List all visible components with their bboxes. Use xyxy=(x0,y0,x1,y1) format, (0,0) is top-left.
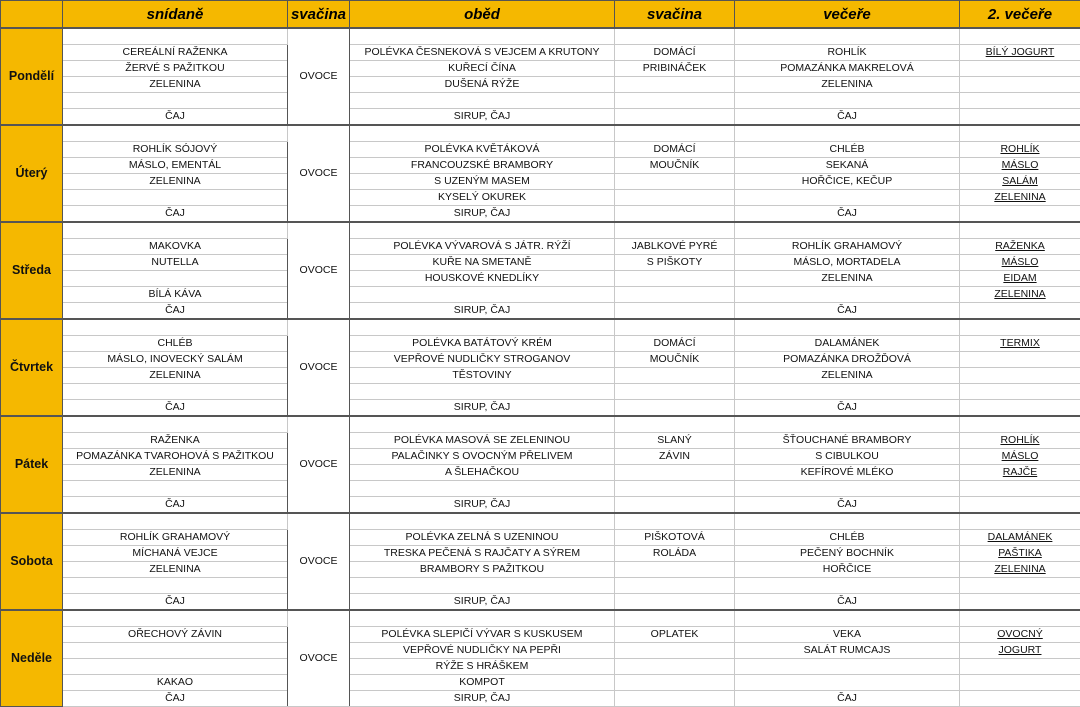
day-row xyxy=(1,93,1080,109)
dinner-cell xyxy=(735,287,960,303)
dinner-cell: HOŘČICE xyxy=(735,562,960,578)
dinner-cell: SEKANÁ xyxy=(735,158,960,174)
dinner-cell: KEFÍROVÉ MLÉKO xyxy=(735,465,960,481)
day-row xyxy=(1,206,1080,223)
day-name-cell: Čtvrtek xyxy=(1,319,63,416)
day-row xyxy=(1,610,1080,627)
second-dinner-cell xyxy=(960,368,1080,384)
afternoon-snack-cell xyxy=(615,659,735,675)
day-row xyxy=(1,336,1080,352)
breakfast-cell xyxy=(63,578,288,594)
lunch-cell: TRESKA PEČENÁ S RAJČATY A SÝREM xyxy=(350,546,615,562)
dinner-cell: ZELENINA xyxy=(735,271,960,287)
morning-snack-cell: OVOCE xyxy=(288,125,350,222)
lunch-cell: TĚSTOVINY xyxy=(350,368,615,384)
day-row xyxy=(1,433,1080,449)
menu-body xyxy=(1,28,1080,707)
second-dinner-cell: EIDAM xyxy=(960,271,1080,287)
breakfast-cell xyxy=(63,416,288,433)
dinner-cell xyxy=(735,319,960,336)
header-dinner: večeře xyxy=(735,1,960,29)
breakfast-cell: MÍCHANÁ VEJCE xyxy=(63,546,288,562)
lunch-cell: A ŠLEHAČKOU xyxy=(350,465,615,481)
breakfast-cell xyxy=(63,610,288,627)
second-dinner-cell xyxy=(960,659,1080,675)
breakfast-cell: KAKAO xyxy=(63,675,288,691)
day-row xyxy=(1,675,1080,691)
second-dinner-cell xyxy=(960,594,1080,611)
day-name-cell: Pátek xyxy=(1,416,63,513)
breakfast-cell: ČAJ xyxy=(63,109,288,126)
dinner-cell xyxy=(735,93,960,109)
lunch-cell: KOMPOT xyxy=(350,675,615,691)
dinner-cell xyxy=(735,675,960,691)
second-dinner-cell: BÍLÝ JOGURT xyxy=(960,45,1080,61)
afternoon-snack-cell xyxy=(615,513,735,530)
breakfast-cell: ZELENINA xyxy=(63,174,288,190)
header-corner-cell xyxy=(1,1,63,29)
day-row xyxy=(1,449,1080,465)
second-dinner-cell xyxy=(960,416,1080,433)
breakfast-cell xyxy=(63,319,288,336)
dinner-cell: VEKA xyxy=(735,627,960,643)
dinner-cell: ZELENINA xyxy=(735,368,960,384)
header-lunch: oběd xyxy=(350,1,615,29)
day-row xyxy=(1,594,1080,611)
day-row xyxy=(1,691,1080,707)
day-name-cell: Úterý xyxy=(1,125,63,222)
day-row xyxy=(1,61,1080,77)
afternoon-snack-cell xyxy=(615,190,735,206)
afternoon-snack-cell: PIŠKOTOVÁ xyxy=(615,530,735,546)
second-dinner-cell xyxy=(960,400,1080,417)
dinner-cell xyxy=(735,610,960,627)
dinner-cell: ČAJ xyxy=(735,206,960,223)
lunch-cell: SIRUP, ČAJ xyxy=(350,400,615,417)
lunch-cell: POLÉVKA SLEPIČÍ VÝVAR S KUSKUSEM xyxy=(350,627,615,643)
afternoon-snack-cell xyxy=(615,384,735,400)
breakfast-cell: ČAJ xyxy=(63,206,288,223)
second-dinner-cell xyxy=(960,93,1080,109)
lunch-cell: DUŠENÁ RÝŽE xyxy=(350,77,615,93)
second-dinner-cell: OVOCNÝ xyxy=(960,627,1080,643)
afternoon-snack-cell xyxy=(615,109,735,126)
lunch-cell: PALAČINKY S OVOCNÝM PŘELIVEM xyxy=(350,449,615,465)
second-dinner-cell: RAJČE xyxy=(960,465,1080,481)
second-dinner-cell: SALÁM xyxy=(960,174,1080,190)
second-dinner-cell: ZELENINA xyxy=(960,190,1080,206)
afternoon-snack-cell: PRIBINÁČEK xyxy=(615,61,735,77)
header-row xyxy=(1,1,1080,29)
dinner-cell xyxy=(735,190,960,206)
lunch-cell xyxy=(350,481,615,497)
second-dinner-cell xyxy=(960,109,1080,126)
breakfast-cell: ČAJ xyxy=(63,303,288,320)
breakfast-cell: ČAJ xyxy=(63,497,288,514)
afternoon-snack-cell: ZÁVIN xyxy=(615,449,735,465)
second-dinner-cell xyxy=(960,352,1080,368)
day-row xyxy=(1,546,1080,562)
breakfast-cell: ZELENINA xyxy=(63,465,288,481)
afternoon-snack-cell xyxy=(615,610,735,627)
breakfast-cell xyxy=(63,659,288,675)
dinner-cell: MÁSLO, MORTADELA xyxy=(735,255,960,271)
day-row xyxy=(1,530,1080,546)
lunch-cell: KUŘE NA SMETANĚ xyxy=(350,255,615,271)
dinner-cell: ROHLÍK GRAHAMOVÝ xyxy=(735,239,960,255)
lunch-cell xyxy=(350,125,615,142)
afternoon-snack-cell: DOMÁCÍ xyxy=(615,142,735,158)
lunch-cell xyxy=(350,610,615,627)
dinner-cell: CHLÉB xyxy=(735,142,960,158)
afternoon-snack-cell xyxy=(615,28,735,45)
morning-snack-cell: OVOCE xyxy=(288,416,350,513)
dinner-cell: ČAJ xyxy=(735,691,960,707)
day-name-cell: Středa xyxy=(1,222,63,319)
afternoon-snack-cell xyxy=(615,93,735,109)
dinner-cell xyxy=(735,125,960,142)
dinner-cell: CHLÉB xyxy=(735,530,960,546)
lunch-cell: SIRUP, ČAJ xyxy=(350,497,615,514)
dinner-cell: POMAZÁNKA DROŽĎOVÁ xyxy=(735,352,960,368)
afternoon-snack-cell: DOMÁCÍ xyxy=(615,45,735,61)
dinner-cell xyxy=(735,416,960,433)
second-dinner-cell xyxy=(960,61,1080,77)
afternoon-snack-cell xyxy=(615,416,735,433)
morning-snack-cell: OVOCE xyxy=(288,610,350,707)
afternoon-snack-cell xyxy=(615,125,735,142)
day-row xyxy=(1,158,1080,174)
lunch-cell xyxy=(350,93,615,109)
dinner-cell: S CIBULKOU xyxy=(735,449,960,465)
day-row xyxy=(1,416,1080,433)
lunch-cell: SIRUP, ČAJ xyxy=(350,594,615,611)
breakfast-cell xyxy=(63,93,288,109)
dinner-cell: SALÁT RUMCAJS xyxy=(735,643,960,659)
day-row xyxy=(1,303,1080,320)
day-row xyxy=(1,659,1080,675)
afternoon-snack-cell: MOUČNÍK xyxy=(615,158,735,174)
header-second-dinner: 2. večeře xyxy=(960,1,1080,29)
day-row xyxy=(1,255,1080,271)
day-row xyxy=(1,384,1080,400)
header-afternoon-snack: svačina xyxy=(615,1,735,29)
morning-snack-cell: OVOCE xyxy=(288,319,350,416)
afternoon-snack-cell xyxy=(615,174,735,190)
afternoon-snack-cell xyxy=(615,222,735,239)
day-row xyxy=(1,77,1080,93)
breakfast-cell: MÁSLO, INOVECKÝ SALÁM xyxy=(63,352,288,368)
dinner-cell: HOŘČICE, KEČUP xyxy=(735,174,960,190)
dinner-cell xyxy=(735,481,960,497)
second-dinner-cell xyxy=(960,675,1080,691)
second-dinner-cell xyxy=(960,206,1080,223)
afternoon-snack-cell xyxy=(615,77,735,93)
breakfast-cell: ZELENINA xyxy=(63,368,288,384)
afternoon-snack-cell: ROLÁDA xyxy=(615,546,735,562)
day-row xyxy=(1,125,1080,142)
breakfast-cell: ROHLÍK GRAHAMOVÝ xyxy=(63,530,288,546)
lunch-cell: POLÉVKA KVĚTÁKOVÁ xyxy=(350,142,615,158)
afternoon-snack-cell xyxy=(615,465,735,481)
afternoon-snack-cell xyxy=(615,497,735,514)
second-dinner-cell xyxy=(960,28,1080,45)
breakfast-cell xyxy=(63,513,288,530)
afternoon-snack-cell: S PIŠKOTY xyxy=(615,255,735,271)
dinner-cell xyxy=(735,28,960,45)
day-name-cell: Neděle xyxy=(1,610,63,707)
second-dinner-cell xyxy=(960,578,1080,594)
day-row xyxy=(1,513,1080,530)
afternoon-snack-cell xyxy=(615,675,735,691)
breakfast-cell: MAKOVKA xyxy=(63,239,288,255)
lunch-cell xyxy=(350,513,615,530)
dinner-cell: DALAMÁNEK xyxy=(735,336,960,352)
lunch-cell xyxy=(350,384,615,400)
dinner-cell: POMAZÁNKA MAKRELOVÁ xyxy=(735,61,960,77)
lunch-cell xyxy=(350,287,615,303)
afternoon-snack-cell xyxy=(615,400,735,417)
lunch-cell: SIRUP, ČAJ xyxy=(350,691,615,707)
dinner-cell: ČAJ xyxy=(735,303,960,320)
day-name-cell: Sobota xyxy=(1,513,63,610)
afternoon-snack-cell xyxy=(615,303,735,320)
breakfast-cell: BÍLÁ KÁVA xyxy=(63,287,288,303)
second-dinner-cell xyxy=(960,303,1080,320)
second-dinner-cell: ZELENINA xyxy=(960,287,1080,303)
breakfast-cell: ČAJ xyxy=(63,691,288,707)
lunch-cell xyxy=(350,416,615,433)
afternoon-snack-cell xyxy=(615,206,735,223)
afternoon-snack-cell: OPLATEK xyxy=(615,627,735,643)
breakfast-cell: NUTELLA xyxy=(63,255,288,271)
dinner-cell: ČAJ xyxy=(735,109,960,126)
dinner-cell xyxy=(735,578,960,594)
lunch-cell: VEPŘOVÉ NUDLIČKY STROGANOV xyxy=(350,352,615,368)
second-dinner-cell xyxy=(960,481,1080,497)
header-morning-snack: svačina xyxy=(288,1,350,29)
day-row xyxy=(1,239,1080,255)
day-row xyxy=(1,45,1080,61)
lunch-cell xyxy=(350,222,615,239)
breakfast-cell xyxy=(63,222,288,239)
day-row xyxy=(1,465,1080,481)
second-dinner-cell: PAŠTIKA xyxy=(960,546,1080,562)
second-dinner-cell: ROHLÍK xyxy=(960,433,1080,449)
second-dinner-cell: MÁSLO xyxy=(960,158,1080,174)
afternoon-snack-cell: SLANÝ xyxy=(615,433,735,449)
day-row xyxy=(1,643,1080,659)
breakfast-cell xyxy=(63,643,288,659)
morning-snack-cell: OVOCE xyxy=(288,513,350,610)
day-row xyxy=(1,271,1080,287)
lunch-cell: POLÉVKA ZELNÁ S UZENINOU xyxy=(350,530,615,546)
lunch-cell: VEPŘOVÉ NUDLIČKY NA PEPŘI xyxy=(350,643,615,659)
second-dinner-cell xyxy=(960,384,1080,400)
header-breakfast: snídaně xyxy=(63,1,288,29)
breakfast-cell xyxy=(63,125,288,142)
day-row xyxy=(1,142,1080,158)
breakfast-cell xyxy=(63,481,288,497)
lunch-cell xyxy=(350,28,615,45)
lunch-cell: SIRUP, ČAJ xyxy=(350,109,615,126)
afternoon-snack-cell xyxy=(615,643,735,659)
lunch-cell: HOUSKOVÉ KNEDLÍKY xyxy=(350,271,615,287)
second-dinner-cell: ROHLÍK xyxy=(960,142,1080,158)
second-dinner-cell xyxy=(960,319,1080,336)
afternoon-snack-cell: MOUČNÍK xyxy=(615,352,735,368)
day-row xyxy=(1,578,1080,594)
second-dinner-cell xyxy=(960,610,1080,627)
lunch-cell: BRAMBORY S PAŽITKOU xyxy=(350,562,615,578)
second-dinner-cell: TERMIX xyxy=(960,336,1080,352)
breakfast-cell: ČAJ xyxy=(63,594,288,611)
breakfast-cell xyxy=(63,384,288,400)
lunch-cell: KYSELÝ OKUREK xyxy=(350,190,615,206)
breakfast-cell: ZELENINA xyxy=(63,562,288,578)
second-dinner-cell xyxy=(960,691,1080,707)
dinner-cell: ČAJ xyxy=(735,497,960,514)
afternoon-snack-cell xyxy=(615,271,735,287)
dinner-cell: PEČENÝ BOCHNÍK xyxy=(735,546,960,562)
day-row xyxy=(1,352,1080,368)
afternoon-snack-cell xyxy=(615,594,735,611)
lunch-cell: SIRUP, ČAJ xyxy=(350,206,615,223)
dinner-cell xyxy=(735,659,960,675)
day-row xyxy=(1,174,1080,190)
morning-snack-cell: OVOCE xyxy=(288,28,350,125)
breakfast-cell xyxy=(63,271,288,287)
lunch-cell: POLÉVKA MASOVÁ SE ZELENINOU xyxy=(350,433,615,449)
day-row xyxy=(1,222,1080,239)
lunch-cell: KUŘECÍ ČÍNA xyxy=(350,61,615,77)
breakfast-cell: ZELENINA xyxy=(63,77,288,93)
second-dinner-cell: RAŽENKA xyxy=(960,239,1080,255)
dinner-cell xyxy=(735,222,960,239)
lunch-cell: S UZENÝM MASEM xyxy=(350,174,615,190)
dinner-cell: ČAJ xyxy=(735,400,960,417)
second-dinner-cell: DALAMÁNEK xyxy=(960,530,1080,546)
day-row xyxy=(1,28,1080,45)
breakfast-cell xyxy=(63,190,288,206)
afternoon-snack-cell: DOMÁCÍ xyxy=(615,336,735,352)
lunch-cell: RÝŽE S HRÁŠKEM xyxy=(350,659,615,675)
breakfast-cell: ROHLÍK SÓJOVÝ xyxy=(63,142,288,158)
afternoon-snack-cell xyxy=(615,691,735,707)
morning-snack-cell: OVOCE xyxy=(288,222,350,319)
second-dinner-cell xyxy=(960,513,1080,530)
day-row xyxy=(1,190,1080,206)
day-row xyxy=(1,481,1080,497)
lunch-cell: POLÉVKA ČESNEKOVÁ S VEJCEM A KRUTONY xyxy=(350,45,615,61)
breakfast-cell: CEREÁLNÍ RAŽENKA xyxy=(63,45,288,61)
breakfast-cell xyxy=(63,28,288,45)
breakfast-cell: RAŽENKA xyxy=(63,433,288,449)
day-name-cell: Pondělí xyxy=(1,28,63,125)
afternoon-snack-cell: JABLKOVÉ PYRÉ xyxy=(615,239,735,255)
dinner-cell xyxy=(735,513,960,530)
day-row xyxy=(1,400,1080,417)
second-dinner-cell: JOGURT xyxy=(960,643,1080,659)
second-dinner-cell: MÁSLO xyxy=(960,255,1080,271)
second-dinner-cell xyxy=(960,497,1080,514)
afternoon-snack-cell xyxy=(615,287,735,303)
breakfast-cell: OŘECHOVÝ ZÁVIN xyxy=(63,627,288,643)
afternoon-snack-cell xyxy=(615,562,735,578)
breakfast-cell: ŽERVÉ S PAŽITKOU xyxy=(63,61,288,77)
second-dinner-cell xyxy=(960,222,1080,239)
breakfast-cell: ČAJ xyxy=(63,400,288,417)
lunch-cell xyxy=(350,578,615,594)
day-row xyxy=(1,627,1080,643)
breakfast-cell: MÁSLO, EMENTÁL xyxy=(63,158,288,174)
dinner-cell: ŠŤOUCHANÉ BRAMBORY xyxy=(735,433,960,449)
afternoon-snack-cell xyxy=(615,481,735,497)
day-row xyxy=(1,497,1080,514)
second-dinner-cell xyxy=(960,125,1080,142)
lunch-cell xyxy=(350,319,615,336)
day-row xyxy=(1,562,1080,578)
day-row xyxy=(1,287,1080,303)
afternoon-snack-cell xyxy=(615,319,735,336)
dinner-cell: ZELENINA xyxy=(735,77,960,93)
dinner-cell xyxy=(735,384,960,400)
day-row xyxy=(1,109,1080,126)
lunch-cell: POLÉVKA BATÁTOVÝ KRÉM xyxy=(350,336,615,352)
second-dinner-cell: ZELENINA xyxy=(960,562,1080,578)
second-dinner-cell xyxy=(960,77,1080,93)
lunch-cell: POLÉVKA VÝVAROVÁ S JÁTR. RÝŽÍ xyxy=(350,239,615,255)
day-row xyxy=(1,319,1080,336)
breakfast-cell: CHLÉB xyxy=(63,336,288,352)
dinner-cell: ČAJ xyxy=(735,594,960,611)
lunch-cell: SIRUP, ČAJ xyxy=(350,303,615,320)
lunch-cell: FRANCOUZSKÉ BRAMBORY xyxy=(350,158,615,174)
dinner-cell: ROHLÍK xyxy=(735,45,960,61)
day-row xyxy=(1,368,1080,384)
breakfast-cell: POMAZÁNKA TVAROHOVÁ S PAŽITKOU xyxy=(63,449,288,465)
afternoon-snack-cell xyxy=(615,578,735,594)
second-dinner-cell: MÁSLO xyxy=(960,449,1080,465)
afternoon-snack-cell xyxy=(615,368,735,384)
